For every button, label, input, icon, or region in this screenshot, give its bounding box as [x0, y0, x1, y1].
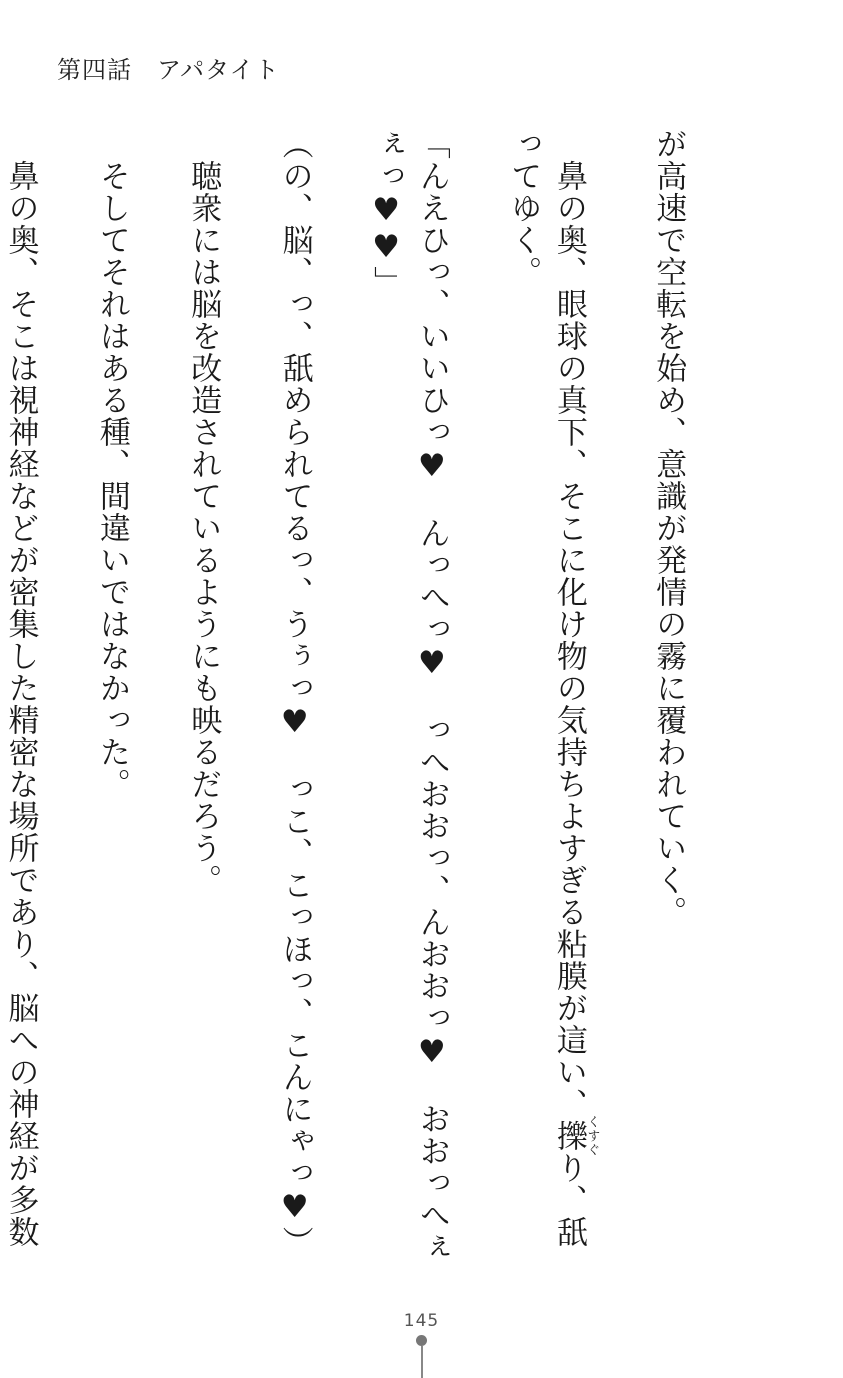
text-line: （の、脳、っ、舐められてるっ、うぅっ♥ っこ、こっほっ、こんにゃっ♥）	[276, 128, 313, 1258]
text-line: 「んえひっ、いいひっ♥ んっへっ♥ っへおおっ、んおおっ♥ おおっへぇぇっ♥♥」	[368, 128, 450, 1263]
folio-dot	[416, 1335, 427, 1346]
ruby-reading: くすぐ	[584, 1115, 600, 1157]
text-line: 聴衆には脳を改造されているようにも映るだろう。	[185, 128, 222, 896]
folio-line	[421, 1346, 423, 1378]
body-text	[2, 128, 736, 1264]
text-line: 鼻の奥、そこは視神経などが密集した精密な場所であり、脳への神経が多数	[2, 160, 39, 1248]
ruby-annotation: 擽くすぐ	[550, 1115, 600, 1157]
running-head: 第四話 アパタイト	[57, 56, 280, 84]
text-line: そしてそれはある種、間違いではなかった。	[93, 128, 130, 800]
text-line: が高速で空転を始め、意識が発情の霧に覆われていく。	[650, 128, 687, 928]
page-number: 145	[403, 1311, 440, 1331]
text-line: 鼻の奥、眼球の真下、そこに化け物の気持ちよすぎる粘膜が這い、擽くすぐり、舐ってゆく。	[505, 128, 600, 1248]
